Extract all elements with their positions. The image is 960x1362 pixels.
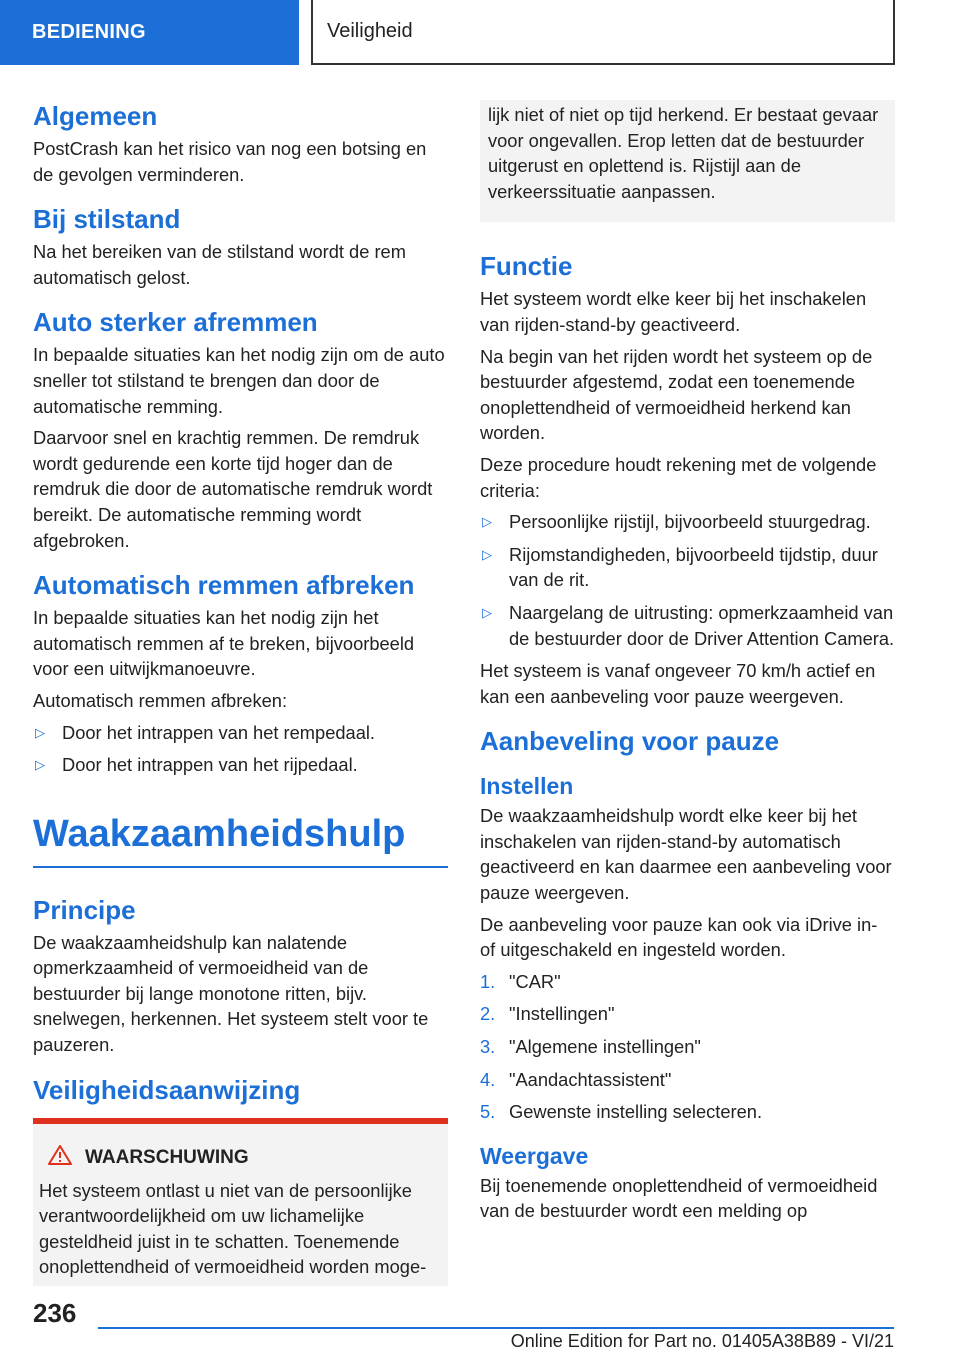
list-criteria bbox=[480, 509, 895, 651]
triangle-bullet-icon: ▷ bbox=[482, 604, 492, 620]
text-functie-3: Deze procedure houdt rekening met de volgende criteria: bbox=[480, 453, 877, 501]
text-functie-2: Na begin van het rijden wordt het systeem op de bestuurder afgestemd, zodat een toenemende onoplettendheid of vermoeidheid herkend kan worden. bbox=[480, 345, 873, 444]
warning-title bbox=[47, 1144, 440, 1172]
section-sterker-afremmen bbox=[33, 306, 448, 553]
heading-functie: Functie bbox=[480, 251, 573, 282]
heading-algemeen: Algemeen bbox=[33, 101, 158, 131]
triangle-bullet-icon: ▷ bbox=[35, 757, 45, 773]
list-remmen-afbreken bbox=[33, 720, 448, 778]
page-number: 236 bbox=[33, 1298, 77, 1328]
heading-veiligheidsaanwijzing: Veiligheidsaanwijzing bbox=[33, 1074, 301, 1105]
list-item: ▷ Rijomstandigheden, bijvoorbeeld tijdstip, duur van de rit. bbox=[482, 543, 878, 591]
heading-bij-stilstand: Bij stilstand bbox=[33, 204, 181, 235]
warning-box-continued bbox=[480, 100, 895, 222]
heading-sterker-afremmen: Auto sterker afremmen bbox=[33, 307, 318, 338]
section-remmen-afbreken bbox=[33, 569, 448, 778]
text-principe: De waakzaamheidshulp kan nalatende opmerkzaamheid of vermoeidheid van de bestuurder bij lange monotone ritten, bijv. snelwegen, herkennen. Het systeem stelt voor te pauzeren. bbox=[33, 931, 429, 1056]
step-item: 3. "Algemene instellingen" bbox=[480, 1036, 701, 1058]
chapter-title: Waakzaamheidshulp bbox=[33, 810, 448, 868]
text-sterker-afremmen-2: Daarvoor snel en krachtig remmen. De remdruk wordt gedurende een korte tijd hoger dan de remdruk die door de automatische remdruk wordt bereikt. De automatische remming wordt afgebroken. bbox=[33, 427, 433, 551]
triangle-bullet-icon: ▷ bbox=[482, 514, 492, 530]
heading-remmen-afbreken: Automatisch remmen afbreken bbox=[33, 570, 415, 601]
section-functie bbox=[480, 250, 895, 709]
list-item: ▷ Door het intrappen van het rempedaal. bbox=[33, 720, 448, 746]
header-section-label: BEDIENING bbox=[32, 21, 146, 43]
footer-divider bbox=[98, 1327, 894, 1329]
text-weergave-1: Bij toenemende onoplettendheid of vermoeidheid van de bestuurder wordt een melding op bbox=[480, 1174, 878, 1222]
text-sterker-afremmen-1: In bepaalde situaties kan het nodig zijn om de auto sneller tot stilstand te brengen dan door de automatische remming. bbox=[33, 344, 445, 417]
section-principe bbox=[33, 894, 448, 1058]
warning-triangle-icon bbox=[47, 1144, 73, 1172]
section-algemeen bbox=[33, 100, 448, 187]
text-remmen-afbreken-2: Automatisch remmen afbreken: bbox=[33, 689, 288, 711]
warning-box bbox=[33, 1118, 448, 1286]
step-item: 2. "Instellingen" bbox=[480, 1003, 615, 1025]
heading-aanbeveling-pauze: Aanbeveling voor pauze bbox=[480, 726, 780, 757]
list-item: ▷ Door het intrappen van het rijpedaal. bbox=[33, 752, 448, 778]
section-bij-stilstand bbox=[33, 203, 448, 290]
list-item: ▷ Persoonlijke rijstijl, bijvoorbeeld stuurgedrag. bbox=[480, 509, 895, 535]
steps-list bbox=[480, 969, 895, 1125]
section-aanbeveling-pauze bbox=[480, 725, 895, 1224]
heading-principe: Principe bbox=[33, 894, 136, 925]
chapter-title-block bbox=[33, 810, 448, 868]
text-remmen-afbreken-1: In bepaalde situaties kan het nodig zijn het automatisch remmen af te breken, bijvoorbeeld voor een uitwijkmanoeuvre. bbox=[33, 607, 415, 680]
right-column bbox=[480, 100, 895, 1230]
step-item: 5. Gewenste instelling selecteren. bbox=[480, 1101, 763, 1123]
warning-title-label: WAARSCHUWING bbox=[85, 1146, 249, 1168]
header-section-tab bbox=[0, 0, 299, 65]
text-algemeen: PostCrash kan het risico van nog een botsing en de gevolgen verminderen. bbox=[33, 138, 427, 185]
text-functie-4: Het systeem is vanaf ongeveer 70 km/h actief en kan een aanbeveling voor pauze weergeven. bbox=[480, 660, 876, 707]
text-bij-stilstand: Na het bereiken van de stilstand wordt de rem automatisch gelost. bbox=[33, 241, 406, 288]
text-instellen-1: De waakzaamheidshulp wordt elke keer bij het inschakelen van rijden-stand-by automatisch geactiveerd en kan daarmee een aanbeveling voor pauze weergeven. bbox=[480, 805, 892, 904]
triangle-bullet-icon: ▷ bbox=[35, 724, 45, 740]
subsection-instellen bbox=[480, 771, 895, 1125]
section-veiligheidsaanwijzing bbox=[33, 1074, 448, 1286]
header-chapter-tab bbox=[311, 0, 895, 65]
warning-text: Het systeem ontlast u niet van de persoonlijke verantwoordelijkheid om uw lichamelijke gesteldheid juist in te schatten. Toenemende onoplettendheid of vermoeidheid worden moge- bbox=[39, 1179, 427, 1278]
list-item: ▷ Naargelang de uitrusting: opmerkzaamheid van de bestuurder door de Driver Attention Camera. bbox=[482, 601, 895, 649]
heading-weergave: Weergave bbox=[480, 1142, 589, 1169]
subsection-weergave bbox=[480, 1141, 895, 1224]
triangle-bullet-icon: ▷ bbox=[482, 546, 492, 562]
header-chapter-label: Veiligheid bbox=[327, 20, 413, 42]
text-functie-1: Het systeem wordt elke keer bij het inschakelen van rijden-stand-by geactiveerd. bbox=[480, 288, 867, 335]
text-instellen-2: De aanbeveling voor pauze kan ook via iDrive in- of uitgeschakeld en ingesteld worden. bbox=[480, 913, 878, 961]
step-item: 4. "Aandachtassistent" bbox=[480, 1068, 672, 1090]
footer-edition: Online Edition for Part no. 01405A38B89 - VI/21 bbox=[510, 1331, 894, 1351]
step-item: 1. "CAR" bbox=[480, 970, 561, 992]
heading-instellen: Instellen bbox=[480, 773, 574, 800]
left-column bbox=[33, 100, 448, 1286]
warning-text-continued: lijk niet of niet op tijd herkend. Er bestaat gevaar voor ongevallen. Erop letten dat de bestuurder uitgerust en oplettend is. Rijstijl aan de verkeerssituatie aanpassen. bbox=[488, 104, 879, 202]
